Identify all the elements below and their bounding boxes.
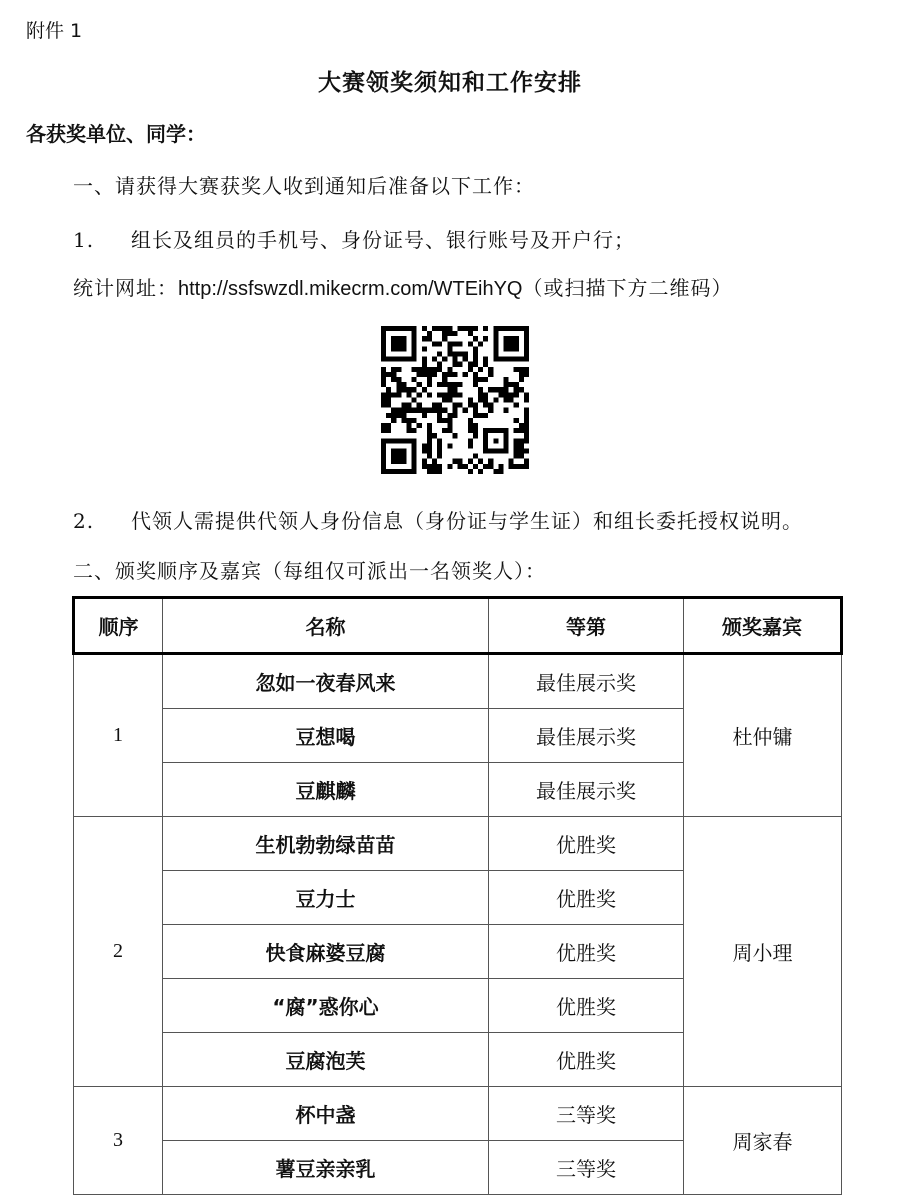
stats-label: 统计网址：: [73, 276, 178, 300]
award-rank: 最佳展示奖: [489, 709, 684, 763]
section-2-heading: 二、颁奖顺序及嘉宾（每组仅可派出一名领奖人）：: [73, 559, 546, 583]
award-rank: 最佳展示奖: [489, 654, 684, 709]
team-name: 豆麒麟: [163, 763, 489, 817]
table-header-row: [74, 598, 842, 654]
team-name: 忽如一夜春风来: [163, 654, 489, 709]
stats-url-link[interactable]: http://ssfswzdl.mikecrm.com/WTEihYQ: [178, 278, 523, 300]
team-name: 薯豆亲亲乳: [163, 1141, 489, 1195]
section-1-heading: 一、请获得大赛获奖人收到通知后准备以下工作：: [73, 174, 535, 198]
award-rank: 最佳展示奖: [489, 763, 684, 817]
qr-code-icon: [381, 326, 529, 474]
group-guest: 周小理: [684, 817, 842, 1087]
team-name: 豆腐泡芙: [163, 1033, 489, 1087]
header-order: 顺序: [74, 598, 163, 654]
award-rank: 三等奖: [489, 1087, 684, 1141]
award-rank: 优胜奖: [489, 871, 684, 925]
table-row: [74, 817, 842, 871]
group-guest: 杜仲镛: [684, 654, 842, 817]
greeting: 各获奖单位、同学：: [26, 122, 206, 146]
stats-line: [73, 272, 733, 301]
item-2: [73, 505, 803, 534]
team-name: 快食麻婆豆腐: [163, 925, 489, 979]
group-order: 1: [74, 654, 163, 817]
team-name: 豆力士: [163, 871, 489, 925]
award-rank: 三等奖: [489, 1141, 684, 1195]
team-name: 杯中盏: [163, 1087, 489, 1141]
team-name: 生机勃勃绿苗苗: [163, 817, 489, 871]
group-order: 3: [74, 1087, 163, 1195]
award-rank: 优胜奖: [489, 1033, 684, 1087]
item-2-text: 代领人需提供代领人身份信息（身份证与学生证）和组长委托授权说明。: [131, 509, 803, 533]
attachment-label: 附件 1: [26, 20, 83, 42]
header-guest: 颁奖嘉宾: [684, 598, 842, 654]
team-name: “腐”惑你心: [163, 979, 489, 1033]
team-name: 豆想喝: [163, 709, 489, 763]
stats-note: （或扫描下方二维码）: [522, 276, 733, 300]
header-name: 名称: [163, 598, 489, 654]
item-2-number: 2.: [73, 509, 95, 533]
item-1-number: 1.: [73, 228, 95, 252]
table-row: [74, 1087, 842, 1141]
award-rank: 优胜奖: [489, 979, 684, 1033]
item-1: [73, 224, 635, 253]
header-rank: 等第: [489, 598, 684, 654]
table-row: [74, 654, 842, 709]
item-1-text: 组长及组员的手机号、身份证号、银行账号及开户行；: [131, 228, 635, 252]
award-rank: 优胜奖: [489, 925, 684, 979]
award-rank: 优胜奖: [489, 817, 684, 871]
group-order: 2: [74, 817, 163, 1087]
group-guest: 周家春: [684, 1087, 842, 1195]
awards-table: [72, 596, 843, 1195]
page-title: 大赛领奖须知和工作安排: [318, 70, 582, 96]
